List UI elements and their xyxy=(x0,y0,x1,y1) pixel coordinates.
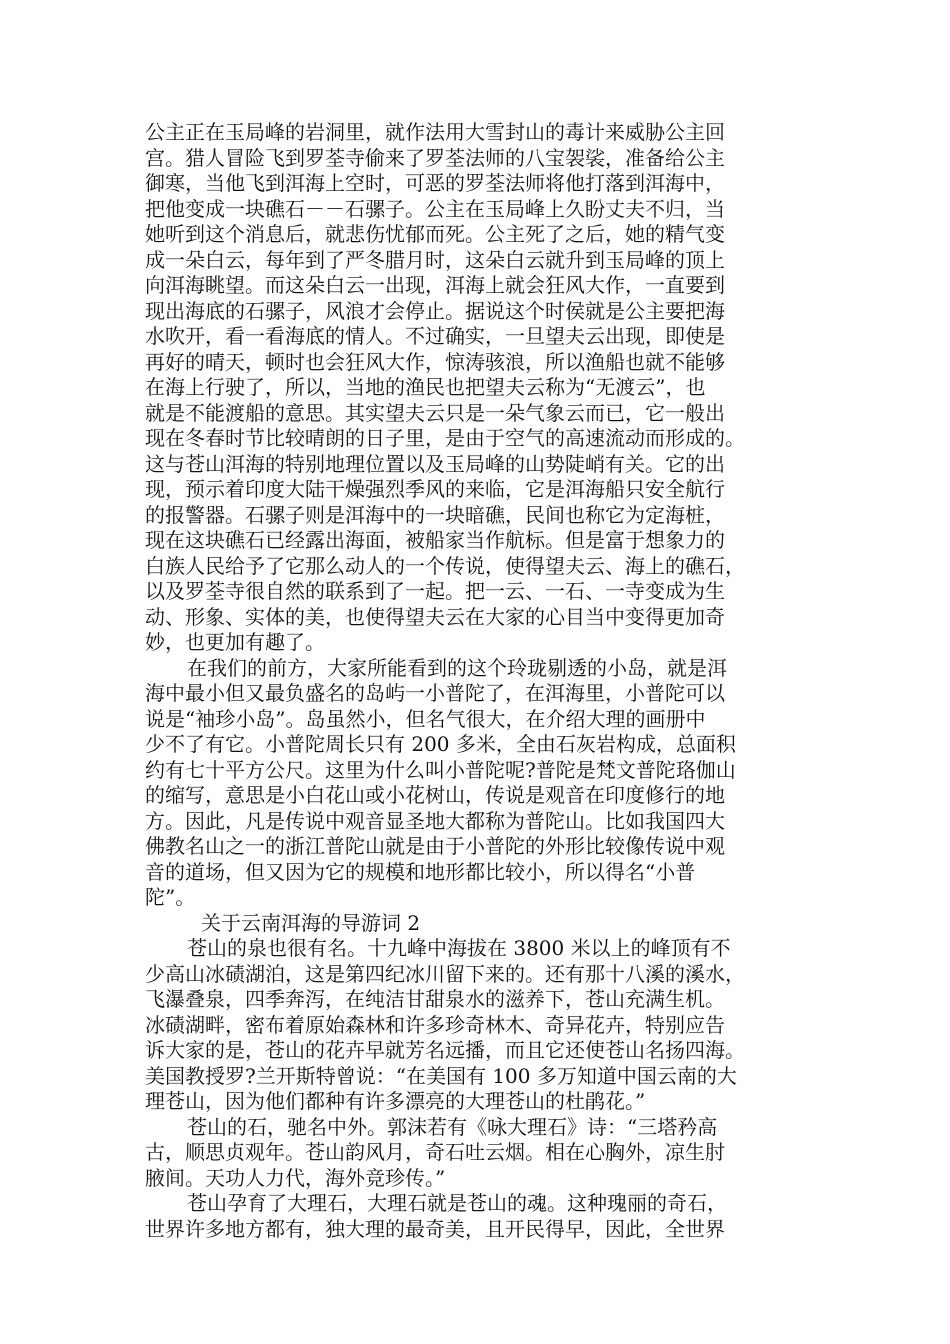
text-line: 公主正在玉局峰的岩洞里，就作法用大雪封山的毒计来威胁公主回 xyxy=(145,120,725,144)
paragraph-2 xyxy=(145,656,820,911)
paragraph-5 xyxy=(145,1191,820,1242)
text-line: 苍山孕育了大理石，大理石就是苍山的魂。这种瑰丽的奇石， xyxy=(187,1191,727,1215)
text-line: 以及罗荃寺很自然的联系到了一起。把一云、一石、一寺变成为生 xyxy=(145,579,725,603)
paragraph-3 xyxy=(145,936,820,1115)
text-line: 约有七十平方公尺。这里为什么叫小普陀呢?普陀是梵文普陀珞伽山 xyxy=(145,757,736,782)
text-line: 海中最小但又最负盛名的岛屿一小普陀了，在洱海里，小普陀可以 xyxy=(145,681,725,705)
text-line: 说是“袖珍小岛”。岛虽然小，但名气很大，在介绍大理的画册中 xyxy=(145,706,706,731)
text-line: 少高山冰碛湖泊，这是第四纪冰川留下来的。还有那十八溪的溪水， xyxy=(145,961,745,986)
text-line: 陀”。 xyxy=(145,885,196,909)
text-line: 再好的晴天，顿时也会狂风大作，惊涛骇浪，所以渔船也就不能够 xyxy=(145,349,725,374)
text-line: 美国教授罗?兰开斯特曾说：“在美国有 100 多万知道中国云南的大 xyxy=(145,1063,737,1088)
text-line: 她听到这个消息后，就悲伤忧郁而死。公主死了之后，她的精气变 xyxy=(145,222,725,246)
text-line: 的报警器。石骡子则是洱海中的一块暗礁，民间也称它为定海桩， xyxy=(145,502,725,527)
text-line: 妙，也更加有趣了。 xyxy=(145,630,325,654)
text-line: 诉大家的是，苍山的花卉早就芳名远播，而且它还使苍山名扬四海。 xyxy=(145,1038,745,1062)
text-line: 少不了有它。小普陀周长只有 200 多米，全由石灰岩构成，总面积 xyxy=(145,732,736,756)
text-line: 在我们的前方，大家所能看到的这个玲珑剔透的小岛，就是洱 xyxy=(187,655,727,680)
text-line: 就是不能渡船的意思。其实望夫云只是一朵气象云而已，它一般出 xyxy=(145,400,725,425)
text-line: 向洱海眺望。而这朵白云一出现，洱海上就会狂风大作，一直要到 xyxy=(145,273,725,297)
text-line: 在海上行驶了，所以，当地的渔民也把望夫云称为“无渡云”，也 xyxy=(145,375,706,399)
section-heading-text: 关于云南洱海的导游词 2 xyxy=(201,910,421,935)
text-line: 水吹开，看一看海底的情人。不过确实，一旦望夫云出现，即使是 xyxy=(145,324,725,348)
text-line: 这与苍山洱海的特别地理位置以及玉局峰的山势陡峭有关。它的出 xyxy=(145,451,725,476)
text-line: 理苍山，因为他们都种有许多漂亮的大理苍山的杜鹃花。” xyxy=(145,1089,646,1113)
text-line: 的缩写，意思是小白花山或小花树山，传说是观音在印度修行的地 xyxy=(145,783,725,807)
text-line: 动、形象、实体的美，也使得望夫云在大家的心目当中变得更加奇 xyxy=(145,604,725,629)
text-line: 苍山的泉也很有名。十九峰中海拔在 3800 米以上的峰顶有不 xyxy=(187,936,731,960)
text-line: 腋间。天功人力代，海外竞珍传。” xyxy=(145,1165,446,1190)
text-line: 现出海底的石骡子，风浪才会停止。据说这个时侯就是公主要把海 xyxy=(145,298,725,323)
text-line: 现在这块礁石已经露出海面，被船家当作航标。但是富于想象力的 xyxy=(145,528,725,552)
text-line: 现，预示着印度大陆干燥强烈季风的来临，它是洱海船只安全航行 xyxy=(145,477,725,501)
text-line: 成一朵白云，每年到了严冬腊月时，这朵白云就升到玉局峰的顶上 xyxy=(145,247,725,272)
text-line: 世界许多地方都有，独大理的最奇美，且开民得早，因此，全世界 xyxy=(145,1216,725,1241)
text-line: 现在冬春时节比较晴朗的日子里，是由于空气的高速流动而形成的。 xyxy=(145,426,745,450)
text-line: 飞瀑叠泉，四季奔泻，在纯洁甘甜泉水的滋养下，苍山充满生机。 xyxy=(145,987,725,1011)
text-line: 佛教名山之一的浙江普陀山就是由于小普陀的外形比较像传说中观 xyxy=(145,834,725,858)
text-line: 古，顺思贞观年。苍山韵风月，奇石吐云烟。相在心胸外，凉生肘 xyxy=(145,1140,725,1164)
document-page xyxy=(145,120,820,1242)
text-line: 音的道场，但又因为它的规模和地形都比较小，所以得名“小普 xyxy=(145,859,696,884)
text-line: 冰碛湖畔，密布着原始森林和许多珍奇林木、奇异花卉，特别应告 xyxy=(145,1012,725,1037)
paragraph-4 xyxy=(145,1115,820,1192)
section-heading xyxy=(145,911,820,937)
paragraph-1 xyxy=(145,120,820,656)
text-line: 方。因此，凡是传说中观音显圣地大都称为普陀山。比如我国四大 xyxy=(145,808,725,833)
text-line: 白族人民给予了它那么动人的一个传说，使得望夫云、海上的礁石， xyxy=(145,553,745,578)
text-line: 把他变成一块礁石－－石骡子。公主在玉局峰上久盼丈夫不归，当 xyxy=(145,196,725,221)
text-line: 苍山的石，驰名中外。郭沫若有《咏大理石》诗：“三塔矜高 xyxy=(187,1114,718,1139)
text-line: 宫。猎人冒险飞到罗荃寺偷来了罗荃法师的八宝袈裟，准备给公主 xyxy=(145,145,725,170)
text-line: 御寒，当他飞到洱海上空时，可恶的罗荃法师将他打落到洱海中， xyxy=(145,171,725,195)
